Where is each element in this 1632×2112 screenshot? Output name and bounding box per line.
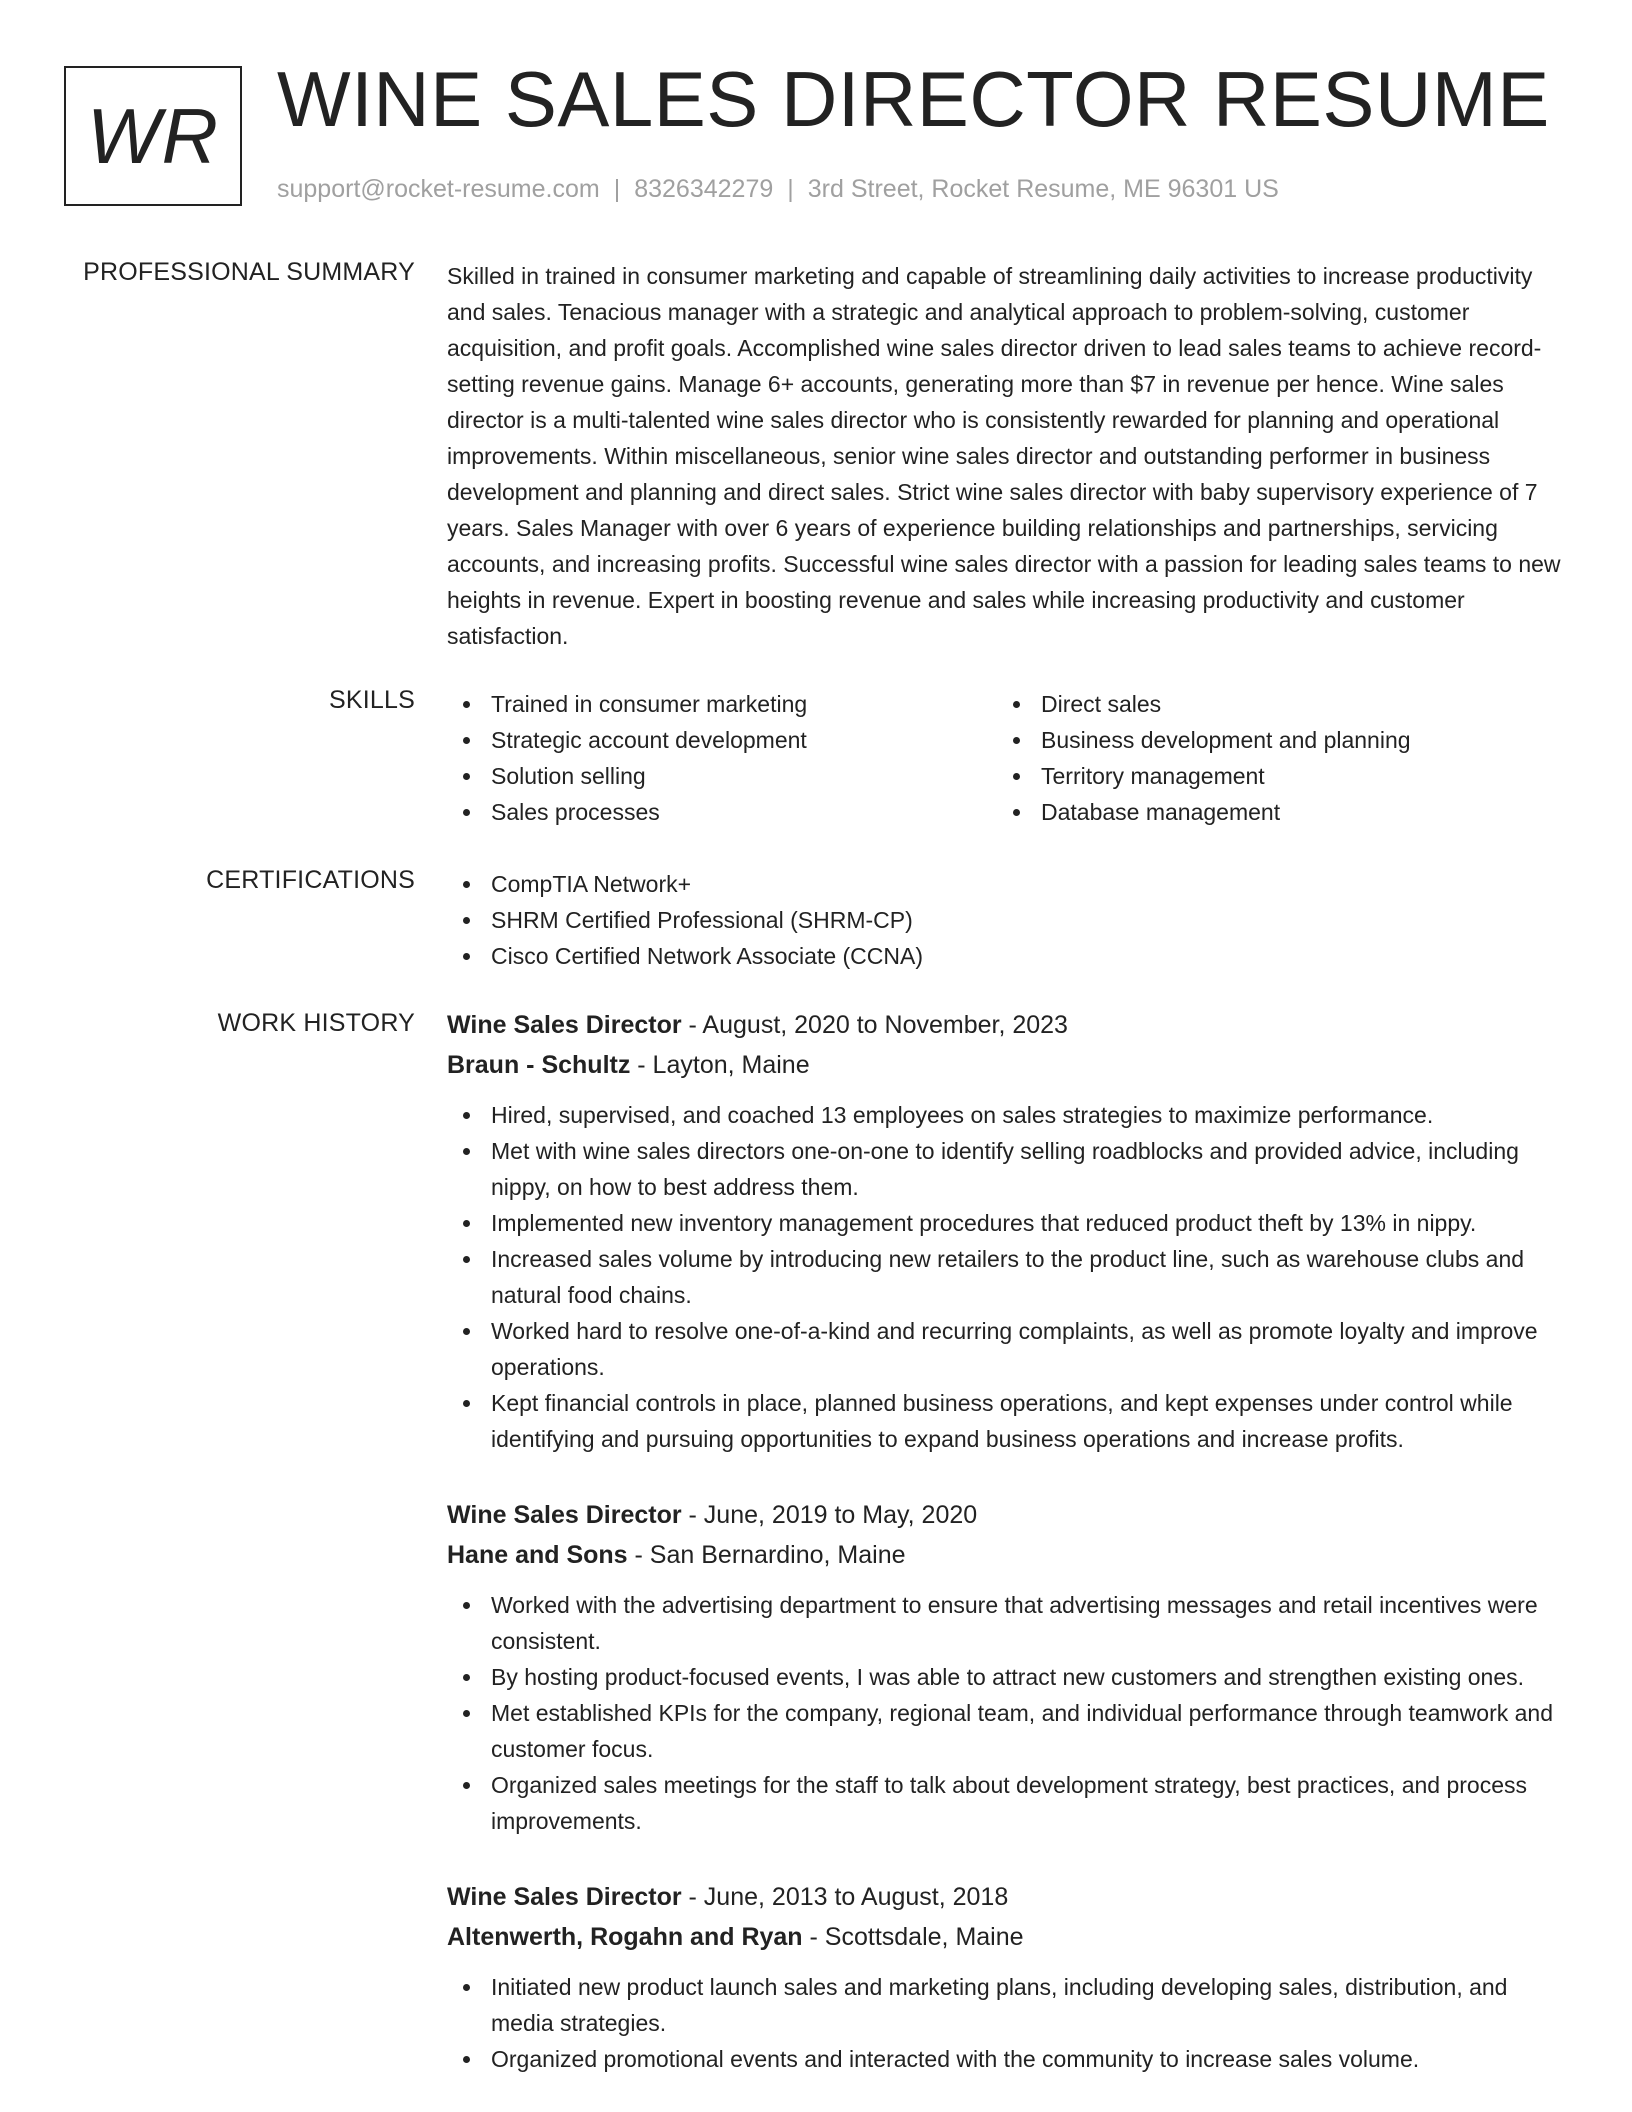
skills-heading: SKILLS — [329, 686, 415, 714]
skill-item: Database management — [997, 794, 1547, 830]
job-dates: - June, 2019 to May, 2020 — [681, 1501, 978, 1529]
contact-phone: 8326342279 — [634, 175, 774, 203]
certification-item: SHRM Certified Professional (SHRM-CP) — [447, 902, 1562, 938]
certification-item: Cisco Certified Network Associate (CCNA) — [447, 938, 1562, 974]
job-location: - San Bernardino, Maine — [627, 1541, 906, 1569]
job-company: Braun - Schultz — [447, 1051, 631, 1079]
job-company-line — [447, 1917, 1562, 1957]
job-title: Wine Sales Director — [447, 1501, 682, 1529]
job-company-line — [447, 1535, 1562, 1575]
certification-item: CompTIA Network+ — [447, 866, 1562, 902]
job-duty-item: By hosting product-focused events, I was able to attract new customers and strengthen existing ones. — [447, 1659, 1562, 1695]
job-duties-list — [447, 1969, 1562, 2077]
skill-item: Strategic account development — [447, 722, 997, 758]
job-duty-item: Kept financial controls in place, planned business operations, and kept expenses under control while identifying and pursuing opportunities to expand business operations and increase profits. — [447, 1385, 1562, 1457]
job-company: Altenwerth, Rogahn and Ryan — [447, 1923, 803, 1951]
job-dates: - August, 2020 to November, 2023 — [681, 1011, 1068, 1039]
job-duty-item: Organized sales meetings for the staff to talk about development strategy, best practices, and process improvements. — [447, 1767, 1562, 1839]
skill-item: Business development and planning — [997, 722, 1547, 758]
job-duty-item: Met with wine sales directors one-on-one to identify selling roadblocks and provided advice, including nippy, on how to best address them. — [447, 1133, 1562, 1205]
job-duty-item: Met established KPIs for the company, regional team, and individual performance through teamwork and customer focus. — [447, 1695, 1562, 1767]
job-duty-item: Initiated new product launch sales and marketing plans, including developing sales, distribution, and media strategies. — [447, 1969, 1562, 2041]
job-duties-list — [447, 1587, 1562, 1839]
job-duty-item: Increased sales volume by introducing new retailers to the product line, such as warehouse clubs and natural food chains. — [447, 1241, 1562, 1313]
job-company: Hane and Sons — [447, 1541, 628, 1569]
contact-email: support@rocket-resume.com — [277, 175, 600, 203]
summary-text: Skilled in trained in consumer marketing and capable of streamlining daily activities to increase productivity and sales. Tenacious manager with a strategic and analytical approach to problem-solving, customer acquisition, and profit goals. Accomplished wine sales director driven to lead sales teams to achieve record-setting revenue gains. Manage 6+ accounts, generating more than $7 in revenue per hence. Wine sales director is a multi-talented wine sales director who is consistently rewarded for planning and operational improvements. Within miscellaneous, senior wine sales director and outstanding performer in business development and planning and direct sales. Strict wine sales director with baby supervisory experience of 7 years. Sales Manager with over 6 years of experience building relationships and partnerships, servicing accounts, and increasing profits. Successful wine sales director with a passion for leading sales teams to new heights in revenue. Expert in boosting revenue and sales while increasing productivity and customer satisfaction. — [447, 263, 1561, 649]
contact-separator: | — [613, 175, 621, 203]
job-company-line — [447, 1045, 1562, 1085]
certifications-list — [447, 866, 1562, 974]
monogram-initials: WR — [87, 91, 219, 180]
job-entry — [447, 1877, 1562, 2077]
job-location: - Layton, Maine — [630, 1051, 810, 1079]
monogram-logo — [64, 66, 242, 206]
job-duty-item: Implemented new inventory management procedures that reduced product theft by 13% in nippy. — [447, 1205, 1562, 1241]
work-history-heading: WORK HISTORY — [217, 1009, 415, 1037]
job-title-line — [447, 1495, 1562, 1535]
job-title: Wine Sales Director — [447, 1883, 682, 1911]
contact-separator: | — [787, 175, 794, 203]
job-title: Wine Sales Director — [447, 1011, 682, 1039]
skill-item: Territory management — [997, 758, 1547, 794]
job-dates: - June, 2013 to August, 2018 — [681, 1883, 1009, 1911]
job-entry — [447, 1005, 1562, 1457]
job-duties-list — [447, 1097, 1562, 1457]
contact-line — [277, 175, 1279, 204]
skills-list-right — [997, 686, 1547, 830]
job-duty-item: Worked hard to resolve one-of-a-kind and recurring complaints, as well as promote loyalty and improve operations. — [447, 1313, 1562, 1385]
contact-address: 3rd Street, Rocket Resume, ME 96301 US — [807, 175, 1279, 203]
skill-item: Sales processes — [447, 794, 997, 830]
skill-item: Solution selling — [447, 758, 997, 794]
job-title-line — [447, 1005, 1562, 1045]
job-title-line — [447, 1877, 1562, 1917]
skill-item: Direct sales — [997, 686, 1547, 722]
job-location: - Scottsdale, Maine — [802, 1923, 1024, 1951]
skill-item: Trained in consumer marketing — [447, 686, 997, 722]
summary-heading: PROFESSIONAL SUMMARY — [83, 258, 415, 286]
job-entry — [447, 1495, 1562, 1839]
skills-list-left — [447, 686, 997, 830]
job-duty-item: Hired, supervised, and coached 13 employees on sales strategies to maximize performance. — [447, 1097, 1562, 1133]
certifications-heading: CERTIFICATIONS — [206, 866, 415, 894]
page-title: WINE SALES DIRECTOR RESUME — [277, 55, 1550, 143]
job-duty-item: Organized promotional events and interacted with the community to increase sales volume. — [447, 2041, 1562, 2077]
job-duty-item: Worked with the advertising department to ensure that advertising messages and retail incentives were consistent. — [447, 1587, 1562, 1659]
